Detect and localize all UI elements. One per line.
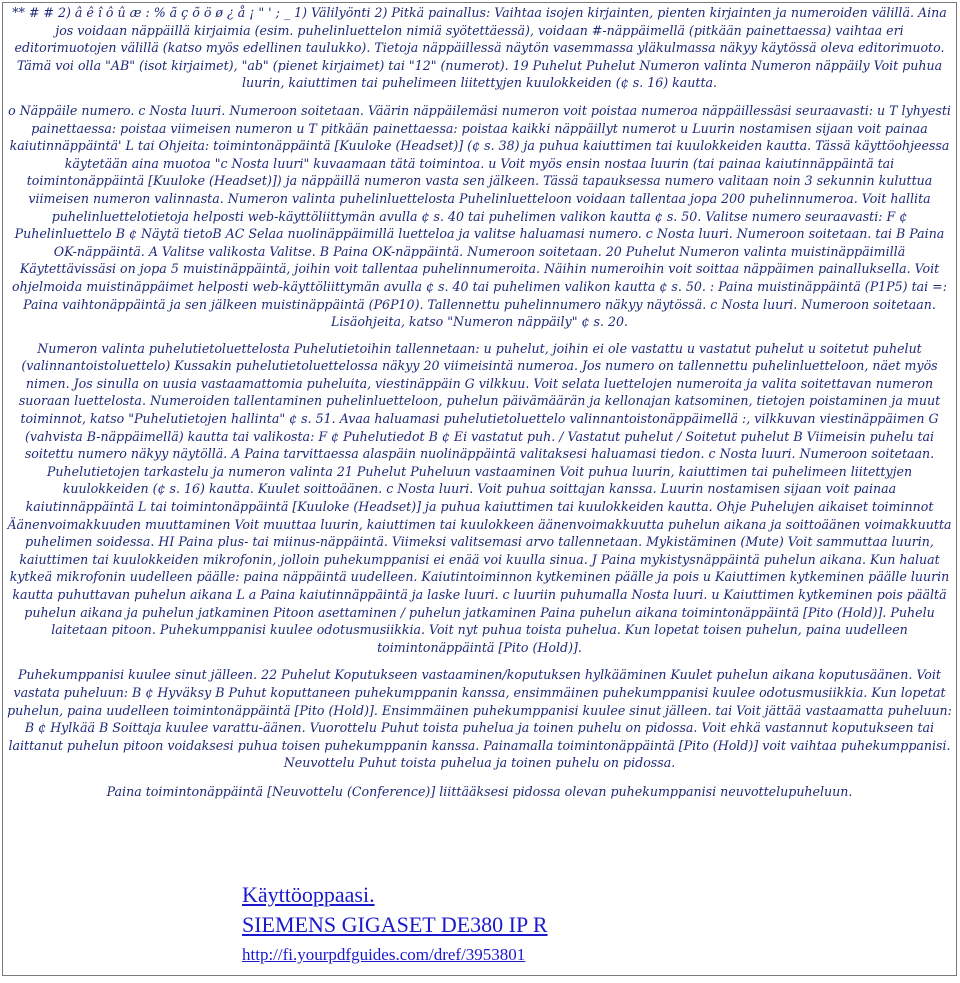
text-paragraph-dialing-and-phonebook: o Näppäile numero. c Nosta luuri. Numeroon soitetaan. Väärin näppäilemäsi numeron voit poistaa numeroa näppäillessäsi seuraavasti: u T lyhyesti painettaessa: poistaa viimeisen numeron u T pitkään painettaessa: poistaa kaikki näppäillyt numerot u Luurin nostamisen sijaan voit painaa kaiutinnäppäintä' L tai Ohjeita: toimintonäppäintä [Kuuloke (Headset)] (¢ s. 38) ja puhua kaiuttimen tai kuulokkeiden kautta. Tässä käyttöohjeessa käytetään aina muotoa "c Nosta luuri" kuvaamaan tätä toimintoa. u Voit myös ensin nostaa luurin (tai painaa kaiutinnäppäintä tai toimintonäppäintä [Kuuloke (Headset)]) ja näppäillä numeron vasta sen jälkeen. Tässä tapauksessa numero valitaan noin 3 sekunnin kuluttua viimeisen numeron valinnasta. Numeron valinta puhelinluettelosta Puhelinluetteloon voidaan tallentaa jopa 200 puhelinnumeroa. Voit hallita puhelinluettelotietoja helposti web-käyttöliittymän avulla ¢ s. 40 tai puhelimen valikon kautta ¢ s. 50. Valitse numero seuraavasti: F ¢ Puhelinluettelo B ¢ Näytä tietoB AC Selaa nuolinäppäimillä luetteloa ja valitse haluamasi numero. c Nosta luuri. Numeroon soitetaan. tai B Paina OK-näppäintä. A Valitse valikosta Valitse. B Paina OK-näppäintä. Numeroon soitetaan. 20 Puhelut Numeron valinta muistinäppäimillä Käytettävissäsi on jopa 5 muistinäppäintä, joihin voit tallentaa puhelinnumeroita. Näihin numeroihin voit soittaa näppäimen painalluksella. Voit ohjelmoida muistinäppäimet helposti web-käyttöliittymän avulla ¢ s. 40 tai puhelimen valikon kautta ¢ s. 50. : Paina muistinäppäintä (P1P5) tai =: Paina vaihtonäppäintä ja sen jälkeen muistinäppäintä (P6P10). Tallennettu puhelinnumero näkyy näytössä. c Nosta luuri. Numeroon soitetaan. Lisäohjeita, katso "Numeron näppäily" ¢ s. 20. xyxy=(8,102,951,330)
product-name-link[interactable]: SIEMENS GIGASET DE380 IP R xyxy=(242,912,548,937)
text-paragraph-call-log-and-answering: Numeron valinta puhelutietoluettelosta Puhelutietoihin tallennetaan: u puhelut, joihin ei ole vastattu u vastatut puhelut u soitetut puhelut (valinnantoistoluettelo) Kussakin puhelutietoluettelossa näkyy 20 viimeisintä numeroa. Jos numero on tallennettu puhelinluetteloon, näet myös nimen. Jos sinulla on uusia vastaamattomia puheluita, viestinäppäin G vilkkuu. Voit selata luettelojen numeroita ja valita soitettavan numeron suoraan luettelosta. Numeroiden tallentaminen puhelinluetteloon, puhelun päivämäärän ja kellonajan katsominen, tietojen poistaminen ja muut toiminnot, katso "Puhelutietojen hallinta" ¢ s. 51. Avaa haluamasi puhelutietoluettelo valinnantoistonäppäimellä :, vilkkuvan viestinäppäimen G (vahvista B-näppäimellä) kautta tai valikosta: F ¢ Puhelutiedot B ¢ Ei vastatut puh. / Vastatut puhelut / Soitetut puhelut B Viimeisin puhelu tai soitettu numero näkyy näytöllä. A Paina tarvittaessa alaspäin nuolinäppäintä valitaksesi haluamasi tiedon. c Nosta luuri. Numeroon soitetaan. Puhelutietojen tarkastelu ja numeron valinta 21 Puhelut Puheluun vastaaminen Voit puhua luurin, kaiuttimen tai puhelimeen liitettyjen kuulokkeiden (¢ s. 16) kautta. Kuulet soittoäänen. c Nosta luuri. Voit puhua soittajan kanssa. Luurin nostamisen sijaan voit painaa kaiutinnäppäintä L tai toimintonäppäintä [Kuuloke (Headset)] ja puhua kaiuttimen tai kuulokkeiden kautta. Ohje Puhelujen aikaiset toiminnot Äänenvoimakkuuden muuttaminen Voit muuttaa luurin, kaiuttimen tai kuulokkeen äänenvoimakkuutta puhelun aikana ja soittoäänen voimakkuutta puhelimen soidessa. HI Paina plus- tai miinus-näppäintä. Viimeksi valitsemasi arvo tallennetaan. Mykistäminen (Mute) Voit sammuttaa luurin, kaiuttimen tai kuulokkeiden mikrofonin, jolloin puhekumppanisi ei enää voi kuulla sinua. J Paina mykistysnäppäintä puhelun aikana. Kun haluat kytkeä mikrofonin uudelleen päälle: paina näppäintä uudelleen. Kaiutintoiminnon kytkeminen päälle ja pois u Kaiuttimen kytkeminen päälle luurin kautta puhuttavan puhelun aikana L a Paina kaiutinnäppäintä ja laske luuri. c luuriin puhumalla Nosta luuri. u Kaiuttimen kytkeminen pois päältä puhelun aikana ja puhelun jatkaminen Pitoon asettaminen / puhelun jatkaminen Paina puhelun aikana toimintonäppäintä [Pito (Hold)]. Puhelu laitetaan pitoon. Puhekumppanisi kuulee odotusmusiikkia. Voit nyt puhua toista puhelua. Kun lopetat toisen puhelun, paina uudelleen toimintonäppäintä [Pito (Hold)]. xyxy=(7,340,952,655)
text-paragraph-conference: Paina toimintonäppäintä [Neuvottelu (Conference)] liittääksesi pidossa olevan puhekumppanisi neuvottelupuheluun. xyxy=(106,783,853,799)
footer-links xyxy=(242,880,548,968)
text-paragraph-keypad-and-dialing: ** # # 2) â ê î ô û æ : % ã ç õ ö ø ¿ å ¡ " ' ; _ 1) Välilyönti 2) Pitkä painallus: Vaihtaa isojen kirjainten, pienten kirjainten ja numeroiden välillä. Aina jos voidaan näppäillä kirjaimia (esim. puhelinluettelon nimiä syötettäessä), voidaan #-näppäimellä (pitkään painettaessa) vaihtaa eri editorimuotojen välillä (katso myös edellinen taulukko). Tietoja näppäillessä näytön vasemmassa yläkulmassa näkyy käytössä oleva editorimuoto. Tämä voi olla "AB" (isot kirjaimet), "ab" (pienet kirjaimet) tai "12" (numerot). 19 Puhelut Puhelut Numeron valinta Numeron näppäily Voit puhua luurin, kaiuttimen tai puhelimeen liitettyjen kuulokkeiden (¢ s. 16) kautta. xyxy=(12,5,947,91)
source-url-link[interactable]: http://fi.yourpdfguides.com/dref/3953801 xyxy=(242,945,526,964)
user-guide-link[interactable]: Käyttöoppaasi. xyxy=(242,882,375,907)
text-paragraph-call-waiting: Puhekumppanisi kuulee sinut jälleen. 22 Puhelut Koputukseen vastaaminen/koputuksen hylkääminen Kuulet puhelun aikana koputusäänen. Voit vastata puheluun: B ¢ Hyväksy B Puhut koputtaneen puhekumppanin kanssa, ensimmäinen puhekumppanisi kuulee odotusmusiikkia. Kun lopetat puhelun, paina uudelleen toimintonäppäintä [Pito (Hold)]. Ensimmäinen puhekumppanisi kuulee sinut jälleen. tai Voit jättää vastaamatta puheluun: B ¢ Hylkää B Soittaja kuulee varattu-äänen. Vuorottelu Puhut toista puhelua ja toinen puhelu on pidossa. Voit ehkä vastannut koputukseen tai laittanut puhelun pitoon voidaksesi puhua toisen puhekumppanin kanssa. Painamalla toimintonäppäintä [Pito (Hold)] voit vaihtaa puhekumppanisi. Neuvottelu Puhut toista puhelua ja toinen puhelu on pidossa. xyxy=(7,667,952,771)
document-page xyxy=(2,2,957,976)
